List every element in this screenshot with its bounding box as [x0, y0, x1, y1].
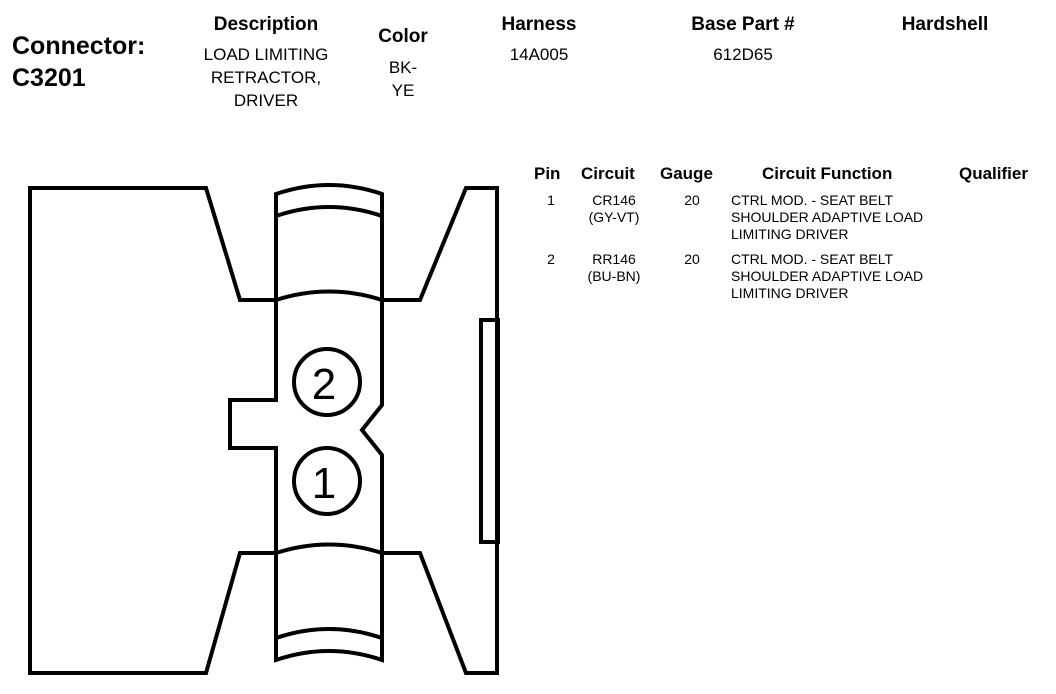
- hardshell-header: Hardshell: [901, 14, 989, 35]
- base-part-value: 612D65: [713, 45, 773, 64]
- color-header: Color: [378, 26, 428, 47]
- pin-1-label: 1: [311, 459, 337, 508]
- base-part-header: Base Part #: [691, 14, 795, 35]
- row-gauge: 20: [684, 251, 700, 267]
- row-pin: 1: [547, 192, 555, 208]
- row-pin: 2: [547, 251, 555, 267]
- connector-left-body: [30, 188, 276, 673]
- pin-2-cavity: [294, 349, 360, 415]
- row-circuit-color: (GY-VT): [588, 209, 640, 225]
- table-header-circuit: Circuit: [581, 164, 635, 183]
- connector-face-diagram: [0, 150, 520, 694]
- table-header-gauge: Gauge: [660, 164, 713, 183]
- color-value: BK-YE: [388, 58, 418, 100]
- row-circuit: RR146: [592, 251, 636, 267]
- connector-label: Connector:: [12, 32, 146, 60]
- table-header-circuit-function: Circuit Function: [762, 164, 893, 183]
- table-header-pin: Pin: [534, 164, 561, 183]
- harness-header: Harness: [501, 14, 577, 35]
- connector-id: C3201: [12, 64, 86, 92]
- connector-title: [12, 30, 145, 94]
- description-value: LOAD LIMITING RETRACTOR, DRIVER: [203, 45, 329, 110]
- terminal-tower: [276, 185, 382, 300]
- description-header: Description: [213, 14, 319, 35]
- row-circuit: CR146: [592, 192, 636, 208]
- row-circuit-color: (BU-BN): [587, 268, 641, 284]
- row-function: CTRL MOD. - SEAT BELT SHOULDER ADAPTIVE LOAD LIMITING DRIVER: [731, 192, 924, 242]
- row-function: CTRL MOD. - SEAT BELT SHOULDER ADAPTIVE LOAD LIMITING DRIVER: [731, 251, 924, 301]
- pin-1-cavity: [294, 448, 360, 514]
- harness-value: 14A005: [509, 45, 569, 64]
- pin-2-label: 2: [311, 360, 337, 409]
- table-header-qualifier: Qualifier: [959, 164, 1028, 183]
- row-gauge: 20: [684, 192, 700, 208]
